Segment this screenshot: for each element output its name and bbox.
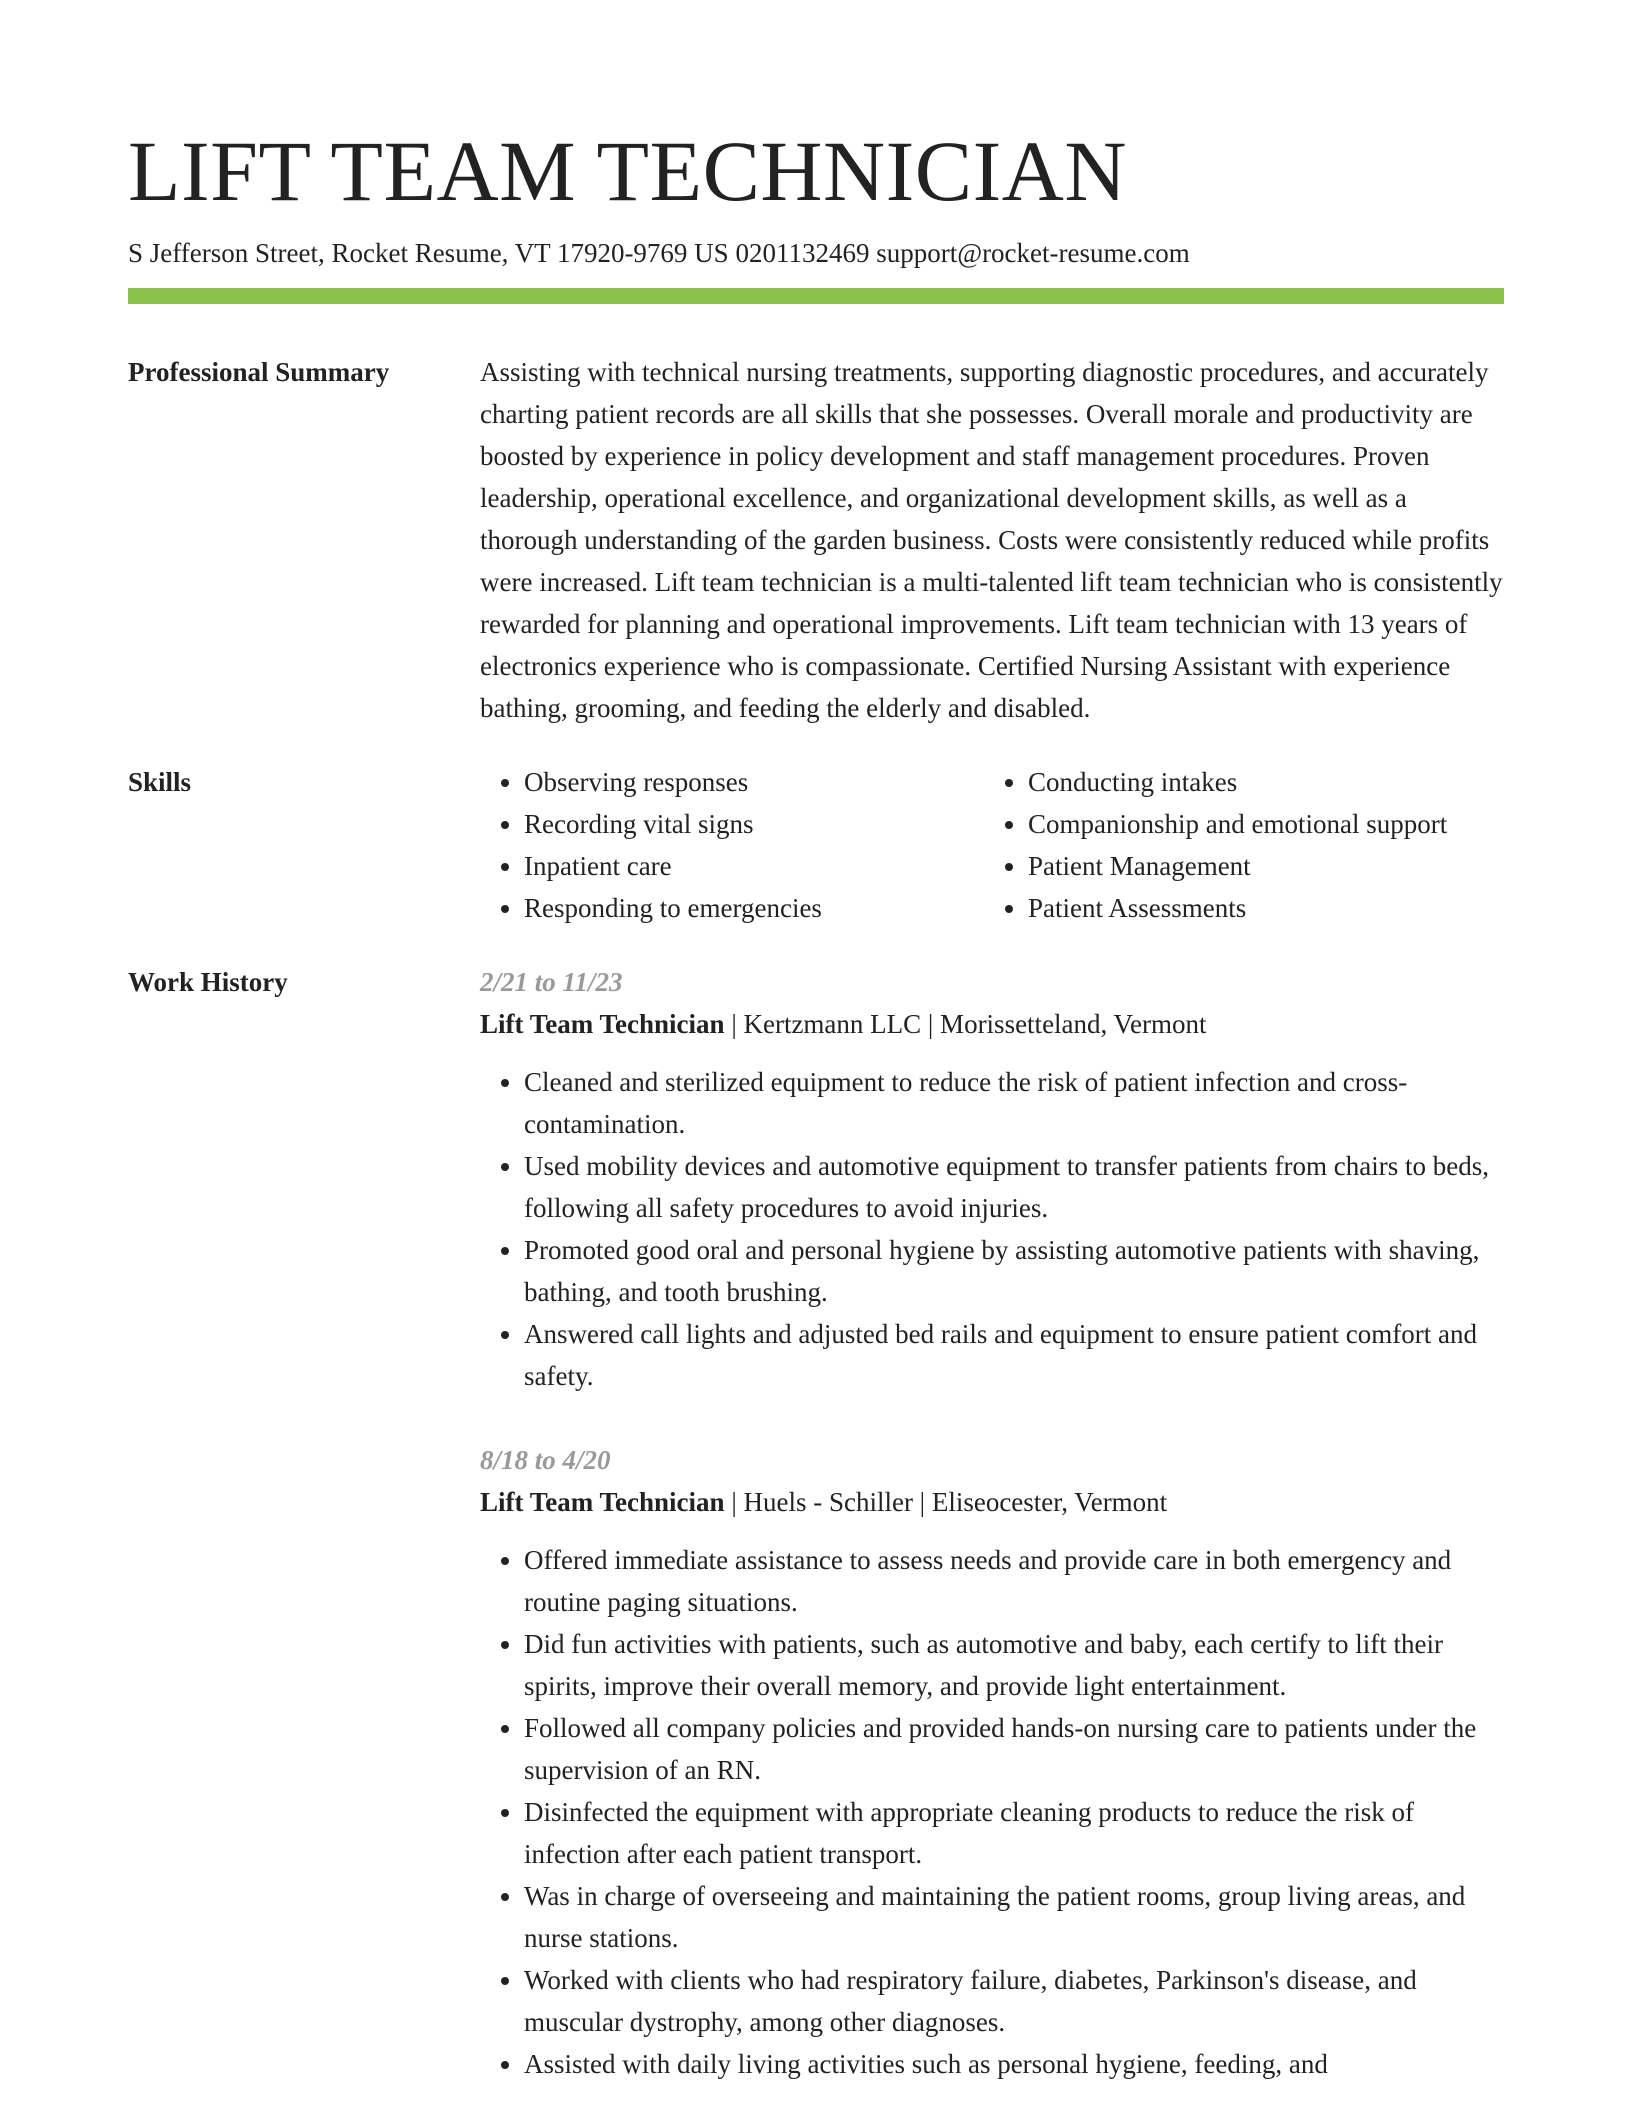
job-entry [480,961,1504,1397]
job-header [480,1481,1504,1523]
job-dates: 2/21 to 11/23 [480,967,623,997]
skill-item: • Inpatient care [524,845,984,887]
skills-section [128,761,1504,929]
header-divider [128,288,1504,304]
skills-body [480,761,1504,929]
skill-item: • Patient Assessments [1028,887,1488,929]
skill-item: • Responding to emergencies [524,887,984,929]
job-bullet: • Offered immediate assistance to assess needs and provide care in both emergency and routine paging situations. [524,1539,1504,1623]
job-header [480,1003,1504,1045]
job-bullet: • Disinfected the equipment with appropriate cleaning products to reduce the risk of infection after each patient transport. [524,1791,1504,1875]
job-bullet-list [480,1061,1504,1397]
professional-summary-body [480,351,1504,729]
work-history-body [480,961,1504,2085]
job-bullet: • Promoted good oral and personal hygiene by assisting automotive patients with shaving, bathing, and tooth brushing. [524,1229,1504,1313]
job-bullet: • Followed all company policies and provided hands-on nursing care to patients under the supervision of an RN. [524,1707,1504,1791]
skills-list-right [984,761,1488,929]
skill-item: • Conducting intakes [1028,761,1488,803]
job-bullet-list [480,1539,1504,2085]
work-history-heading: Work History [128,967,288,997]
professional-summary-text: Assisting with technical nursing treatments, supporting diagnostic procedures, and accurately charting patient records are all skills that she possesses. Overall morale and productivity are boosted by experience in policy development and staff management procedures. Proven leadership, operational excellence, and organizational development skills, as well as a thorough understanding of the garden business. Costs were consistently reduced while profits were increased. Lift team technician is a multi-talented lift team technician who is consistently rewarded for planning and operational improvements. Lift team technician with 13 years of electronics experience who is compassionate. Certified Nursing Assistant with experience bathing, grooming, and feeding the elderly and disabled. [480,357,1503,723]
job-bullet: • Cleaned and sterilized equipment to reduce the risk of patient infection and cross-contamination. [524,1061,1504,1145]
work-history-section [128,961,1504,2085]
job-company-location: | Kertzmann LLC | Morissetteland, Vermont [724,1009,1207,1039]
job-bullet: • Assisted with daily living activities such as personal hygiene, feeding, and [524,2043,1504,2085]
resume-name: LIFT TEAM TECHNICIAN [128,123,1127,219]
skill-item: • Companionship and emotional support [1028,803,1488,845]
job-dates: 8/18 to 4/20 [480,1445,611,1475]
skills-heading: Skills [128,767,192,797]
contact-email: support@rocket-resume.com [876,238,1190,268]
job-company-location: | Huels - Schiller | Eliseocester, Vermont [724,1487,1168,1517]
skill-item: • Observing responses [524,761,984,803]
job-entry [480,1439,1504,2085]
skills-list-left [480,761,984,929]
job-bullet: • Used mobility devices and automotive equipment to transfer patients from chairs to beds, following all safety procedures to avoid injuries. [524,1145,1504,1229]
job-title: Lift Team Technician [480,1009,725,1039]
contact-phone: 0201132469 [735,238,870,268]
job-title: Lift Team Technician [480,1487,725,1517]
job-bullet: • Did fun activities with patients, such as automotive and baby, each certify to lift their spirits, improve their overall memory, and provide light entertainment. [524,1623,1504,1707]
contact-info [128,236,1504,270]
professional-summary-section [128,351,1504,729]
job-bullet: • Worked with clients who had respiratory failure, diabetes, Parkinson's disease, and muscular dystrophy, among other diagnoses. [524,1959,1504,2043]
skill-item: • Patient Management [1028,845,1488,887]
resume-page [128,0,1504,2085]
contact-address: S Jefferson Street, Rocket Resume, VT 17920-9769 US [128,238,729,268]
job-bullet: • Was in charge of overseeing and maintaining the patient rooms, group living areas, and nurse stations. [524,1875,1504,1959]
professional-summary-heading: Professional Summary [128,357,390,387]
skill-item: • Recording vital signs [524,803,984,845]
job-bullet: • Answered call lights and adjusted bed rails and equipment to ensure patient comfort and safety. [524,1313,1504,1397]
